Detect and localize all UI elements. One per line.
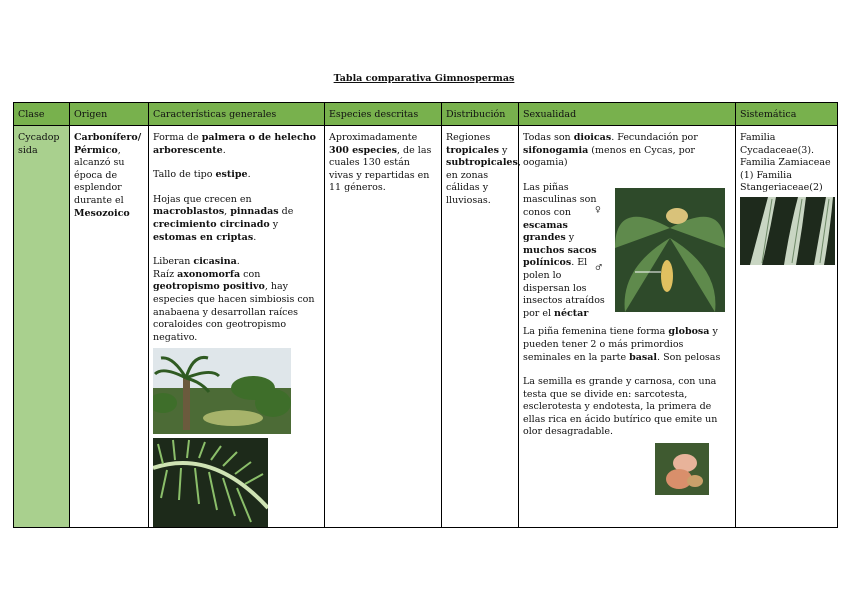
- cell-sistematica: Familia Cycadaceae(3). Familia Zamiaceae (1) Familia Stangeriaceae(2): [736, 126, 838, 528]
- stangeria-leaf-photo: [740, 197, 835, 265]
- header-clase: Clase: [14, 103, 70, 126]
- cycad-leaf-photo: [153, 438, 268, 527]
- header-caracteristicas: Características generales: [149, 103, 325, 126]
- cell-caracteristicas: Forma de palmera o de helecho arborescente. Tallo de tipo estipe. Hojas que crecen en macroblastos, pinnadas de crecimiento circinado y estomas en criptas. Liberan cicasina. Raíz axonomorfa con geotropismo positivo, hay especies que hacen simbiosis con anabaena y desarrollan raíces coraloides con geotropismo negativo.: [149, 126, 325, 528]
- header-row: [14, 103, 838, 126]
- male-cone-photo: [615, 188, 725, 312]
- seed-photo: [655, 443, 709, 495]
- cell-clase: Cycadop sida: [14, 126, 70, 528]
- female-symbol: ♀: [595, 204, 601, 214]
- table-row: [14, 126, 838, 528]
- cycad-garden-photo: [153, 348, 291, 434]
- comparison-table: [13, 102, 838, 528]
- cell-sexualidad: Todas son dioicas. Fecundación por sifonogamia (menos en Cycas, por oogamia) Las piñas masculinas son conos con escamas grandes y muchos sacos polínicos. El polen lo dispersan los insectos atraídos por el néctar ♀ ♂ La piña femenina tiene forma globosa y pueden tener 2 o más primordios seminales en la parte basal. Son pelosas La semilla es grande y carnosa, con una testa que se divide en: sarcotesta, esclerotesta y endotesta, la primera de ellas rica en ácido butírico que emite un olor desagradable.: [519, 126, 736, 528]
- document-title: Tabla comparativa Gimnospermas: [333, 73, 515, 84]
- header-especies: Especies descritas: [325, 103, 442, 126]
- cell-origen: Carbonífero/ Pérmico, alcanzó su época de esplendor durante el Mesozoico: [70, 126, 149, 528]
- male-symbol: ♂: [595, 262, 603, 272]
- header-origen: Origen: [70, 103, 149, 126]
- header-sistematica: Sistemática: [736, 103, 838, 126]
- header-distribucion: Distribución: [442, 103, 519, 126]
- cell-distribucion: Regiones tropicales y subtropicales, en zonas cálidas y lluviosas.: [442, 126, 519, 528]
- header-sexualidad: Sexualidad: [519, 103, 736, 126]
- cell-especies: Aproximadamente 300 especies, de las cuales 130 están vivas y repartidas en 11 géneros.: [325, 126, 442, 528]
